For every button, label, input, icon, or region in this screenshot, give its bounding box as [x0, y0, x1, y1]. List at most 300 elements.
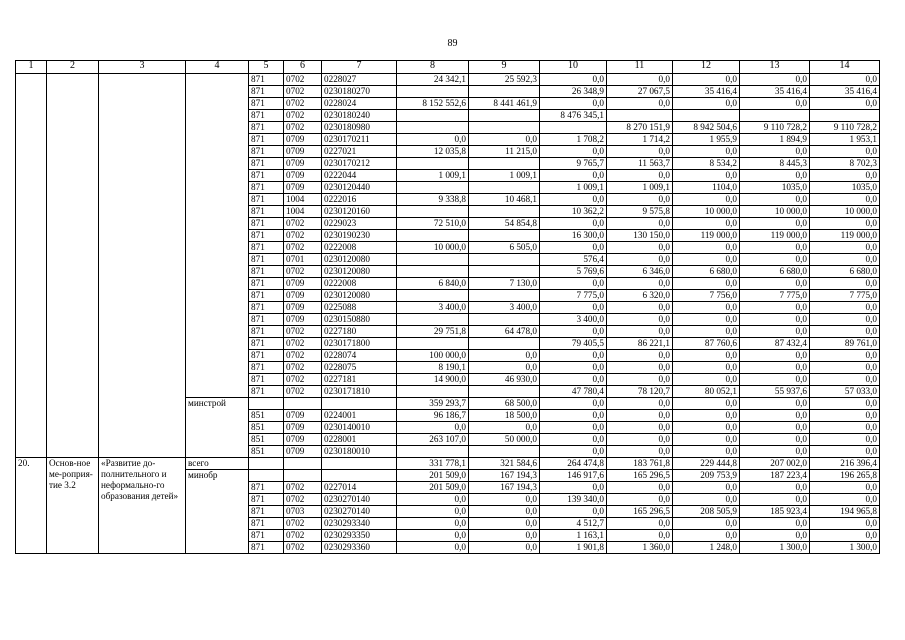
table-cell: 0222016 [322, 194, 397, 206]
table-cell [469, 338, 540, 350]
table-cell: 0230120080 [322, 254, 397, 266]
table-cell: 167 194,3 [469, 470, 540, 482]
row-number-cell: 20. [16, 458, 47, 554]
table-cell: 14 900,0 [397, 374, 469, 386]
table-cell: 47 780,4 [540, 386, 607, 398]
table-cell: 0702 [284, 386, 322, 398]
table-cell: 0228027 [322, 74, 397, 86]
table-cell [607, 110, 673, 122]
measure-name-cell [47, 74, 99, 458]
table-cell: 871 [249, 182, 284, 194]
table-cell: 0,0 [810, 446, 880, 458]
table-cell: 3 400,0 [540, 314, 607, 326]
table-cell: 0709 [284, 314, 322, 326]
table-cell: 24 342,1 [397, 74, 469, 86]
table-cell: 0,0 [607, 518, 673, 530]
table-cell: 0,0 [810, 434, 880, 446]
table-cell: 0,0 [607, 446, 673, 458]
table-cell: 0,0 [469, 422, 540, 434]
table-cell: 871 [249, 518, 284, 530]
table-cell: 0,0 [540, 362, 607, 374]
table-cell: 0,0 [810, 146, 880, 158]
table-cell: 0230180240 [322, 110, 397, 122]
table-cell: 0,0 [673, 494, 740, 506]
table-cell: 0,0 [740, 398, 810, 410]
table-cell: 10 362,2 [540, 206, 607, 218]
table-cell: 871 [249, 86, 284, 98]
table-cell: 0,0 [607, 422, 673, 434]
table-cell: 139 340,0 [540, 494, 607, 506]
table-cell: 0222008 [322, 242, 397, 254]
table-cell: 871 [249, 386, 284, 398]
table-cell: 0,0 [740, 314, 810, 326]
table-cell: 6 680,0 [810, 266, 880, 278]
table-cell: 0,0 [469, 494, 540, 506]
table-cell: 0230180980 [322, 122, 397, 134]
table-cell: 264 474,8 [540, 458, 607, 470]
table-cell: 0,0 [607, 302, 673, 314]
table-cell: 0,0 [540, 446, 607, 458]
table-cell: 0227014 [322, 482, 397, 494]
table-cell: 0702 [284, 74, 322, 86]
table-cell: 25 592,3 [469, 74, 540, 86]
table-cell [397, 110, 469, 122]
header-cell: 2 [47, 61, 99, 74]
table-cell: 0702 [284, 326, 322, 338]
table-cell: 871 [249, 242, 284, 254]
table-cell: 0,0 [810, 218, 880, 230]
table-cell: 0702 [284, 242, 322, 254]
table-cell: 0,0 [740, 74, 810, 86]
table-cell: 6 840,0 [397, 278, 469, 290]
table-cell: 871 [249, 170, 284, 182]
budget-table-wrapper [15, 60, 880, 554]
table-cell: 0,0 [540, 482, 607, 494]
table-cell: 0,0 [540, 422, 607, 434]
table-cell: 0230270140 [322, 506, 397, 518]
table-cell: 7 756,0 [673, 290, 740, 302]
table-cell [322, 398, 397, 410]
table-cell: 8 445,3 [740, 158, 810, 170]
table-cell: 26 348,9 [540, 86, 607, 98]
table-cell: 185 923,4 [740, 506, 810, 518]
table-cell: 216 396,4 [810, 458, 880, 470]
table-cell: 1035,0 [810, 182, 880, 194]
header-cell: 10 [540, 61, 607, 74]
table-cell: 0230180010 [322, 446, 397, 458]
header-cell: 3 [99, 61, 186, 74]
header-cell: 1 [16, 61, 47, 74]
table-cell: 0230170212 [322, 158, 397, 170]
table-cell: 0709 [284, 158, 322, 170]
table-cell: 0,0 [607, 194, 673, 206]
table-cell: 0,0 [740, 326, 810, 338]
table-cell: 871 [249, 290, 284, 302]
table-cell: 29 751,8 [397, 326, 469, 338]
table-cell: 851 [249, 446, 284, 458]
table-cell: 0,0 [810, 314, 880, 326]
table-cell [810, 110, 880, 122]
table-cell: 0709 [284, 278, 322, 290]
table-cell: 0,0 [740, 254, 810, 266]
table-cell: 0230180270 [322, 86, 397, 98]
table-cell: 0,0 [607, 314, 673, 326]
table-cell: 0,0 [673, 398, 740, 410]
table-cell: 86 221,1 [607, 338, 673, 350]
table-cell: 1 248,0 [673, 542, 740, 554]
table-cell: 6 346,0 [607, 266, 673, 278]
table-cell: 1104,0 [673, 182, 740, 194]
table-cell: 8 702,3 [810, 158, 880, 170]
table-cell: 0,0 [607, 494, 673, 506]
row-number-cell [16, 74, 47, 458]
table-cell: 5 769,6 [540, 266, 607, 278]
executor-cell: минобр [186, 470, 249, 554]
table-cell: 27 067,5 [607, 86, 673, 98]
table-cell [397, 86, 469, 98]
table-cell: 871 [249, 194, 284, 206]
table-cell [284, 458, 322, 470]
table-cell: 0,0 [673, 446, 740, 458]
table-cell [469, 290, 540, 302]
table-cell: 79 405,5 [540, 338, 607, 350]
table-cell: 0702 [284, 374, 322, 386]
table-cell: 871 [249, 254, 284, 266]
table-cell: 7 775,0 [540, 290, 607, 302]
table-cell [397, 122, 469, 134]
table-cell: 0230120080 [322, 290, 397, 302]
table-cell: 0,0 [673, 434, 740, 446]
table-cell: 8 441 461,9 [469, 98, 540, 110]
table-cell: 1 955,9 [673, 134, 740, 146]
table-cell: 1 300,0 [740, 542, 810, 554]
table-cell: 0709 [284, 290, 322, 302]
table-cell: 0,0 [540, 350, 607, 362]
table-cell: 0,0 [810, 278, 880, 290]
table-cell: 1 009,1 [540, 182, 607, 194]
table-cell [469, 446, 540, 458]
table-cell: 0,0 [607, 410, 673, 422]
table-cell: 0,0 [469, 506, 540, 518]
table-cell [397, 446, 469, 458]
table-cell: 0,0 [673, 314, 740, 326]
table-cell: 871 [249, 74, 284, 86]
table-cell: 9 765,7 [540, 158, 607, 170]
table-cell [284, 398, 322, 410]
table-cell: 10 000,0 [810, 206, 880, 218]
table-cell: 0,0 [673, 218, 740, 230]
table-cell: 0230120160 [322, 206, 397, 218]
table-cell: 1 714,2 [607, 134, 673, 146]
table-cell [469, 86, 540, 98]
table-cell: 0,0 [673, 326, 740, 338]
table-cell: 871 [249, 374, 284, 386]
table-cell: 46 930,0 [469, 374, 540, 386]
table-cell: 209 753,9 [673, 470, 740, 482]
table-cell: 0,0 [469, 134, 540, 146]
table-cell: 0709 [284, 446, 322, 458]
table-cell: 7 775,0 [740, 290, 810, 302]
header-cell: 5 [249, 61, 284, 74]
table-cell: 0,0 [607, 218, 673, 230]
table-cell: 0,0 [740, 350, 810, 362]
table-cell: 3 400,0 [397, 302, 469, 314]
table-cell: 331 778,1 [397, 458, 469, 470]
table-cell: 0,0 [810, 422, 880, 434]
table-cell: 0702 [284, 350, 322, 362]
table-cell: 263 107,0 [397, 434, 469, 446]
table-cell: 871 [249, 542, 284, 554]
table-cell [397, 266, 469, 278]
table-row [16, 458, 880, 470]
table-cell: 1 009,1 [469, 170, 540, 182]
table-cell: 0,0 [810, 302, 880, 314]
table-cell: 0,0 [607, 170, 673, 182]
table-cell: 146 917,6 [540, 470, 607, 482]
table-cell: 871 [249, 494, 284, 506]
table-cell: 0709 [284, 410, 322, 422]
measure-name-cell: Основ-ное ме-роприя-тие 3.2 [47, 458, 99, 554]
table-cell: 871 [249, 134, 284, 146]
table-cell [284, 470, 322, 482]
table-cell: 9 338,8 [397, 194, 469, 206]
table-cell: 130 150,0 [607, 230, 673, 242]
executor-cell: всего [186, 458, 249, 470]
table-cell [469, 266, 540, 278]
table-cell [249, 458, 284, 470]
table-cell: 1 708,2 [540, 134, 607, 146]
table-cell: 871 [249, 278, 284, 290]
table-cell: 0,0 [469, 362, 540, 374]
header-cell: 7 [322, 61, 397, 74]
table-cell: 119 000,0 [740, 230, 810, 242]
table-cell [469, 386, 540, 398]
table-cell: 0,0 [740, 374, 810, 386]
table-cell [469, 158, 540, 170]
table-cell [397, 314, 469, 326]
table-cell: 0,0 [673, 278, 740, 290]
table-cell: 871 [249, 218, 284, 230]
table-cell: 1 009,1 [607, 182, 673, 194]
table-cell: 0,0 [740, 410, 810, 422]
table-cell: 0,0 [540, 410, 607, 422]
table-cell: 78 120,7 [607, 386, 673, 398]
table-cell: 0,0 [810, 518, 880, 530]
table-cell: 64 478,0 [469, 326, 540, 338]
table-cell: 0702 [284, 542, 322, 554]
table-cell: 1 901,8 [540, 542, 607, 554]
table-cell: 0,0 [607, 278, 673, 290]
table-cell: 0702 [284, 110, 322, 122]
table-cell: 0,0 [740, 218, 810, 230]
table-cell: 0,0 [540, 218, 607, 230]
table-cell: 0230190230 [322, 230, 397, 242]
table-cell: 0,0 [740, 494, 810, 506]
table-cell: 1 894,9 [740, 134, 810, 146]
table-cell [397, 386, 469, 398]
table-cell: 8 270 151,9 [607, 122, 673, 134]
table-cell: 196 265,8 [810, 470, 880, 482]
table-cell [397, 254, 469, 266]
table-cell: 0702 [284, 518, 322, 530]
table-cell: 1 009,1 [397, 170, 469, 182]
table-cell: 207 002,0 [740, 458, 810, 470]
table-cell: 1 360,0 [607, 542, 673, 554]
table-cell: 0,0 [607, 434, 673, 446]
table-cell [673, 110, 740, 122]
header-cell: 4 [186, 61, 249, 74]
table-cell: 0,0 [810, 326, 880, 338]
table-cell: 119 000,0 [673, 230, 740, 242]
table-cell [469, 254, 540, 266]
table-cell: 0,0 [540, 302, 607, 314]
table-cell: 183 761,8 [607, 458, 673, 470]
table-cell [397, 230, 469, 242]
table-cell: 201 509,0 [397, 470, 469, 482]
table-cell: 0,0 [673, 302, 740, 314]
table-cell: 0,0 [673, 146, 740, 158]
table-cell [540, 122, 607, 134]
table-cell: 0701 [284, 254, 322, 266]
table-cell: 0702 [284, 338, 322, 350]
table-cell: 0,0 [740, 446, 810, 458]
table-cell: 0,0 [740, 170, 810, 182]
table-cell: 0,0 [540, 74, 607, 86]
table-cell: 0,0 [469, 350, 540, 362]
table-cell: 0,0 [673, 350, 740, 362]
table-cell [397, 182, 469, 194]
measure-title-cell: «Развитие до-полнительного и неформально-го образования детей» [99, 458, 186, 554]
table-cell: 0230120080 [322, 266, 397, 278]
table-cell: 167 194,3 [469, 482, 540, 494]
table-cell: 9 110 728,2 [810, 122, 880, 134]
table-cell: 0709 [284, 422, 322, 434]
table-cell: 576,4 [540, 254, 607, 266]
table-cell: 0,0 [469, 542, 540, 554]
table-cell: 871 [249, 98, 284, 110]
table-cell: 72 510,0 [397, 218, 469, 230]
table-cell: 0230171800 [322, 338, 397, 350]
table-cell: 54 854,8 [469, 218, 540, 230]
table-cell [397, 206, 469, 218]
table-cell: 0,0 [540, 374, 607, 386]
table-cell: 0230270140 [322, 494, 397, 506]
table-cell: 0,0 [810, 98, 880, 110]
table-cell: 0,0 [673, 530, 740, 542]
table-cell: 0,0 [740, 422, 810, 434]
executor-cell: минстрой [186, 398, 249, 458]
table-cell: 0,0 [673, 74, 740, 86]
table-cell: 0,0 [607, 350, 673, 362]
table-cell: 871 [249, 314, 284, 326]
table-cell: 0,0 [673, 98, 740, 110]
table-cell: 57 033,0 [810, 386, 880, 398]
header-cell: 9 [469, 61, 540, 74]
table-cell: 1004 [284, 194, 322, 206]
table-cell: 0228075 [322, 362, 397, 374]
table-cell: 1 163,1 [540, 530, 607, 542]
table-cell: 0230140010 [322, 422, 397, 434]
table-cell: 871 [249, 506, 284, 518]
table-cell: 35 416,4 [810, 86, 880, 98]
table-cell: 6 505,0 [469, 242, 540, 254]
table-cell [397, 290, 469, 302]
table-cell: 119 000,0 [810, 230, 880, 242]
table-cell: 0230171810 [322, 386, 397, 398]
table-cell: 0,0 [740, 518, 810, 530]
table-cell: 7 130,0 [469, 278, 540, 290]
table-cell: 87 432,4 [740, 338, 810, 350]
table-cell: 0,0 [397, 518, 469, 530]
table-cell: 68 500,0 [469, 398, 540, 410]
table-cell: 8 152 552,6 [397, 98, 469, 110]
table-row [16, 74, 880, 86]
table-cell: 1004 [284, 206, 322, 218]
table-cell: 0,0 [607, 374, 673, 386]
table-cell: 0,0 [673, 194, 740, 206]
table-cell: 0,0 [607, 74, 673, 86]
table-cell: 0,0 [540, 434, 607, 446]
table-cell [469, 314, 540, 326]
table-cell: 0,0 [810, 362, 880, 374]
table-cell: 0222008 [322, 278, 397, 290]
header-cell: 12 [673, 61, 740, 74]
table-cell: 0222044 [322, 170, 397, 182]
table-cell: 0709 [284, 134, 322, 146]
table-cell: 6 680,0 [673, 266, 740, 278]
table-cell: 0,0 [673, 518, 740, 530]
table-cell: 9 575,8 [607, 206, 673, 218]
table-cell: 0,0 [673, 242, 740, 254]
table-cell: 96 186,7 [397, 410, 469, 422]
table-cell: 0,0 [397, 530, 469, 542]
table-cell: 0224001 [322, 410, 397, 422]
table-cell: 0,0 [810, 254, 880, 266]
table-cell: 0,0 [607, 98, 673, 110]
table-cell: 871 [249, 122, 284, 134]
table-cell: 10 000,0 [673, 206, 740, 218]
table-cell: 0709 [284, 434, 322, 446]
table-cell: 871 [249, 266, 284, 278]
table-body [16, 74, 880, 554]
table-cell: 0229023 [322, 218, 397, 230]
table-cell: 0,0 [810, 194, 880, 206]
table-cell: 0702 [284, 218, 322, 230]
header-cell: 13 [740, 61, 810, 74]
table-cell: 0230170211 [322, 134, 397, 146]
table-cell: 0230150880 [322, 314, 397, 326]
table-cell: 0,0 [397, 134, 469, 146]
table-cell: 0230293350 [322, 530, 397, 542]
table-cell: 10 000,0 [740, 206, 810, 218]
table-cell: 229 444,8 [673, 458, 740, 470]
header-cell: 14 [810, 61, 880, 74]
table-cell [322, 470, 397, 482]
table-cell: 0,0 [810, 494, 880, 506]
table-cell: 0,0 [607, 362, 673, 374]
header-cell: 6 [284, 61, 322, 74]
table-cell: 321 584,6 [469, 458, 540, 470]
table-cell: 16 300,0 [540, 230, 607, 242]
table-cell: 871 [249, 350, 284, 362]
table-cell: 11 563,7 [607, 158, 673, 170]
table-cell: 0702 [284, 98, 322, 110]
table-cell: 0227181 [322, 374, 397, 386]
table-cell: 0,0 [673, 362, 740, 374]
table-cell: 851 [249, 422, 284, 434]
table-cell: 0,0 [740, 362, 810, 374]
header-cell: 8 [397, 61, 469, 74]
